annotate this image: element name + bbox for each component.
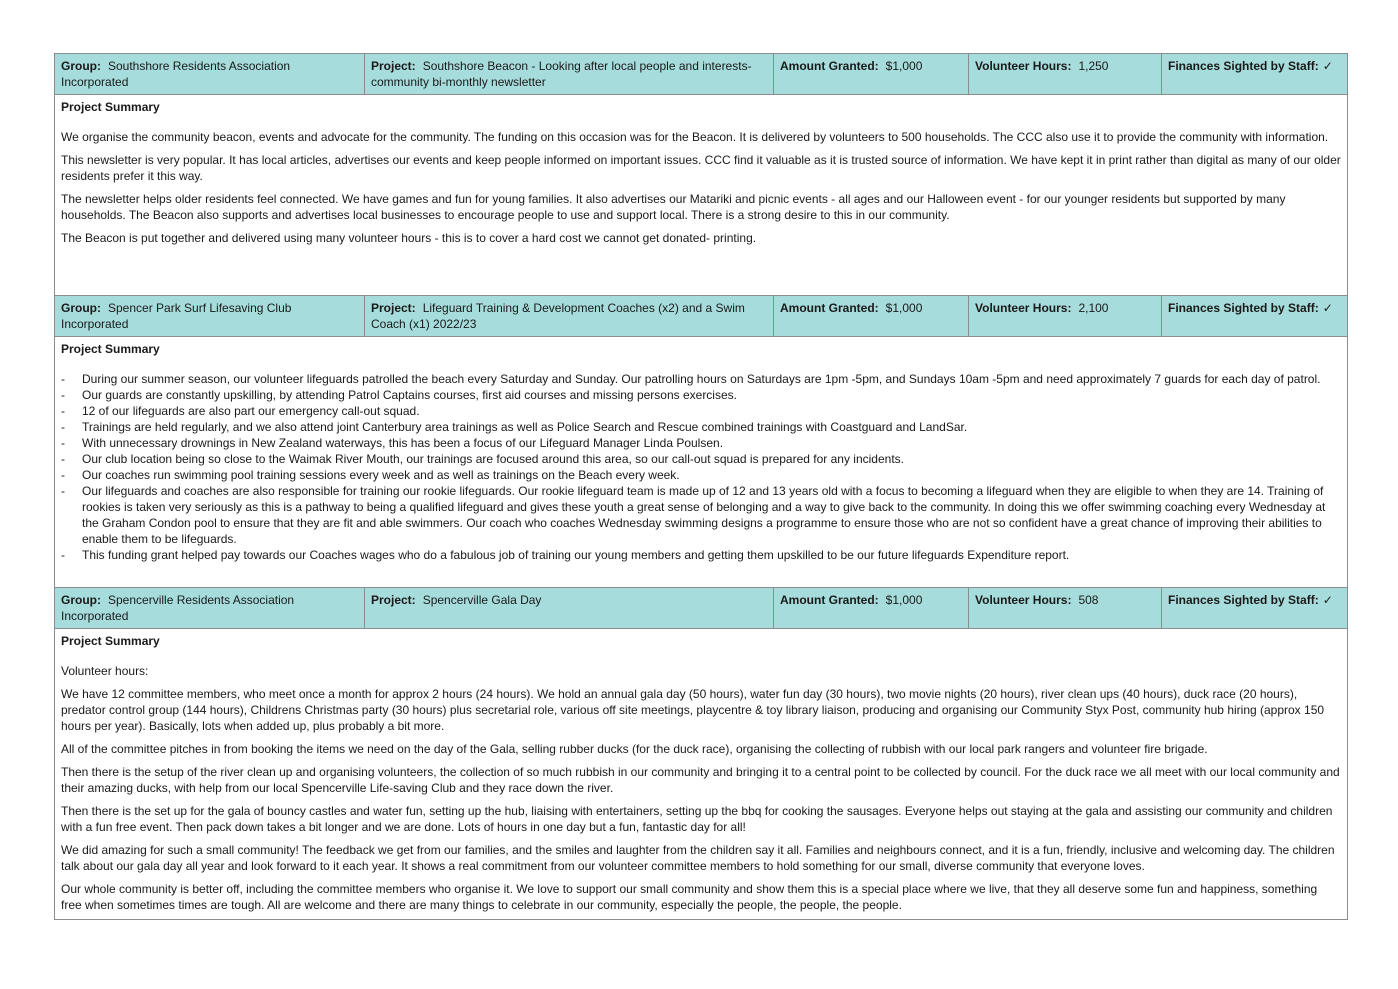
grants-table — [54, 53, 1348, 920]
amount-cell — [774, 54, 969, 95]
project-summary — [55, 629, 1348, 920]
hours-value: 2,100 — [1078, 301, 1109, 315]
check-icon: ✓ — [1322, 301, 1333, 315]
list-item: - During our summer season, our volunteer lifeguards patrolled the beach every Saturday and Sunday. Our patrolling hours on Saturdays are 1pm -5pm, and Sundays 10am -5pm and need approximately 7 guards for each day of patrol. — [61, 371, 1341, 387]
amount-value: $1,000 — [885, 593, 923, 607]
hours-cell — [969, 296, 1162, 337]
summary-paragraph: The newsletter helps older residents feel connected. We have games and fun for young families. It also advertises our Matariki and picnic events - all ages and our Halloween event - for our younger residents but supported by many households. The Beacon also supports and advertises local businesses to encourage people to use and support local. There is a strong desire to this in our community. — [61, 192, 1286, 222]
check-icon: ✓ — [1322, 59, 1333, 73]
amount-cell — [774, 296, 969, 337]
hours-value: 1,250 — [1078, 59, 1109, 73]
summary-title: Project Summary — [61, 634, 160, 648]
group-cell — [55, 296, 365, 337]
summary-title: Project Summary — [61, 100, 160, 114]
summary-paragraph: We have 12 committee members, who meet once a month for approx 2 hours (24 hours). We hold an annual gala day (50 hours), water fun day (30 hours), two movie nights (20 hours), river clean ups (40 hours), duck race (20 hours), predator control group (144 hours), Childrens Christmas party (30 hours) plus secretarial role, various off site meetings, playcentre & toy library liaison, producing and organising our Community Styx Post, community hub hiring (approx 150 hours per year). Basically, lots when added up, plus probably a bit more. — [61, 687, 1325, 733]
grant-header-row — [55, 54, 1348, 95]
project-value: Lifeguard Training & Development Coaches (x2) and a Swim Coach (x1) 2022/23 — [371, 301, 745, 331]
amount-label: Amount Granted: — [780, 593, 879, 607]
grant-header-row — [55, 296, 1348, 337]
summary-paragraph: We did amazing for such a small community! The feedback we get from our families, and the smiles and laughter from the children say it all. Families and neighbours connect, and it is a fun, friendly, inclusive and welcoming day. The children talk about our gala day all year and look forward to it each year. It shows a real commitment from our volunteer committee members to hold something for our small, diverse community that everyone loves. — [61, 843, 1335, 873]
list-item: - 12 of our lifeguards are also part our emergency call-out squad. — [61, 403, 1341, 419]
list-item: - Our lifeguards and coaches are also responsible for training our rookie lifeguards. Our rookie lifeguard team is made up of 12 and 13 years old with a focus to becoming a lifeguard when they are eligible to when they are 14. Training of rookies is taken very seriously as this is a pathway to being a qualified lifeguard and gives these youth a great sense of belonging and a way to give back to the community. In doing this we offer swimming coaching every Wednesday at the Graham Condon pool to ensure that they are fit and able swimmers. Our coach who coaches Wednesday swimming designs a programme to ensure those who are not so confident have a great chance of improving their abilities to enable them to be lifeguards. — [61, 483, 1341, 547]
hours-label: Volunteer Hours: — [975, 301, 1072, 315]
list-item: - Our guards are constantly upskilling, by attending Patrol Captains courses, first aid courses and missing persons exercises. — [61, 387, 1341, 403]
group-label: Group: — [61, 301, 101, 315]
project-cell — [365, 296, 774, 337]
list-item: - Our club location being so close to the Waimak River Mouth, our trainings are focused around this area, so our call-out squad is prepared for any incidents. — [61, 451, 1341, 467]
amount-value: $1,000 — [885, 59, 923, 73]
list-item: - With unnecessary drownings in New Zealand waterways, this has been a focus of our Lifeguard Manager Linda Poulsen. — [61, 435, 1341, 451]
group-cell — [55, 54, 365, 95]
group-value: Southshore Residents Association Incorporated — [61, 59, 291, 89]
summary-paragraph: This newsletter is very popular. It has local articles, advertises our events and keep people informed on important issues. CCC find it valuable as it is trusted source of information. We have kept it in print rather than digital as many of our older residents prefer it this way. — [61, 153, 1341, 183]
finances-label: Finances Sighted by Staff: — [1168, 59, 1319, 73]
project-value: Spencerville Gala Day — [422, 593, 542, 607]
amount-cell — [774, 588, 969, 629]
hours-label: Volunteer Hours: — [975, 59, 1072, 73]
summary-paragraph: We organise the community beacon, events and advocate for the community. The funding on this occasion was for the Beacon. It is delivered by volunteers to 500 households. The CCC also use it to provide the community with information. — [61, 130, 1329, 144]
finances-label: Finances Sighted by Staff: — [1168, 301, 1319, 315]
group-label: Group: — [61, 593, 101, 607]
finances-cell — [1162, 296, 1348, 337]
group-cell — [55, 588, 365, 629]
summary-paragraph: Volunteer hours: — [61, 664, 149, 678]
project-summary — [55, 337, 1348, 588]
project-label: Project: — [371, 59, 416, 73]
project-cell — [365, 588, 774, 629]
finances-cell — [1162, 588, 1348, 629]
hours-cell — [969, 54, 1162, 95]
project-summary — [55, 95, 1348, 296]
summary-paragraph: The Beacon is put together and delivered using many volunteer hours - this is to cover a hard cost we cannot get donated- printing. — [61, 231, 757, 245]
grant-summary-row — [55, 337, 1348, 588]
hours-label: Volunteer Hours: — [975, 593, 1072, 607]
summary-paragraph: Then there is the set up for the gala of bouncy castles and water fun, setting up the hub, liaising with entertainers, setting up the bbq for cooking the sausages. Everyone helps out staying at the gala and assisting our community and children with a fun free event. Then pack down takes a bit longer and we are done. Lots of hours in one day but a fun, fantastic day for all! — [61, 804, 1333, 834]
summary-paragraph: Our whole community is better off, including the committee members who organise it. We love to support our small community and show them this is a special place where we live, that they all deserve some fun and happiness, something free when sometimes times are tough. All are welcome and there are many things to celebrate in our community, especially the people, the people, the people. — [61, 882, 1318, 912]
project-value: Southshore Beacon - Looking after local people and interests- community bi-monthly newsletter — [371, 59, 752, 89]
hours-value: 508 — [1078, 593, 1099, 607]
grant-summary-row — [55, 95, 1348, 296]
summary-paragraph: Then there is the setup of the river clean up and organising volunteers, the collection of so much rubbish in our community and bringing it to a central point to be collected by council. For the duck race we all meet with our local community and their amazing ducks, with help from our local Spencerville Life-saving Club and they race down the river. — [61, 765, 1340, 795]
amount-label: Amount Granted: — [780, 59, 879, 73]
summary-paragraph: All of the committee pitches in from booking the items we need on the day of the Gala, selling rubber ducks (for the duck race), organising the collecting of rubbish with our local park rangers and volunteer fire brigade. — [61, 742, 1208, 756]
list-item: - This funding grant helped pay towards our Coaches wages who do a fabulous job of training our young members and getting them upskilled to be our future lifeguards Expenditure report. — [61, 547, 1341, 563]
group-value: Spencer Park Surf Lifesaving Club Incorporated — [61, 301, 292, 331]
summary-title: Project Summary — [61, 342, 160, 356]
amount-label: Amount Granted: — [780, 301, 879, 315]
hours-cell — [969, 588, 1162, 629]
check-icon: ✓ — [1322, 593, 1333, 607]
project-cell — [365, 54, 774, 95]
grant-header-row — [55, 588, 1348, 629]
finances-label: Finances Sighted by Staff: — [1168, 593, 1319, 607]
group-value: Spencerville Residents Association Incorporated — [61, 593, 295, 623]
group-label: Group: — [61, 59, 101, 73]
amount-value: $1,000 — [885, 301, 923, 315]
grant-summary-row — [55, 629, 1348, 920]
project-label: Project: — [371, 593, 416, 607]
finances-cell — [1162, 54, 1348, 95]
project-label: Project: — [371, 301, 416, 315]
summary-list — [61, 371, 1341, 563]
list-item: - Our coaches run swimming pool training sessions every week and as well as trainings on the Beach every week. — [61, 467, 1341, 483]
list-item: - Trainings are held regularly, and we also attend joint Canterbury area trainings as well as Police Search and Rescue combined trainings with Coastguard and LandSar. — [61, 419, 1341, 435]
grant-report — [54, 53, 1347, 920]
